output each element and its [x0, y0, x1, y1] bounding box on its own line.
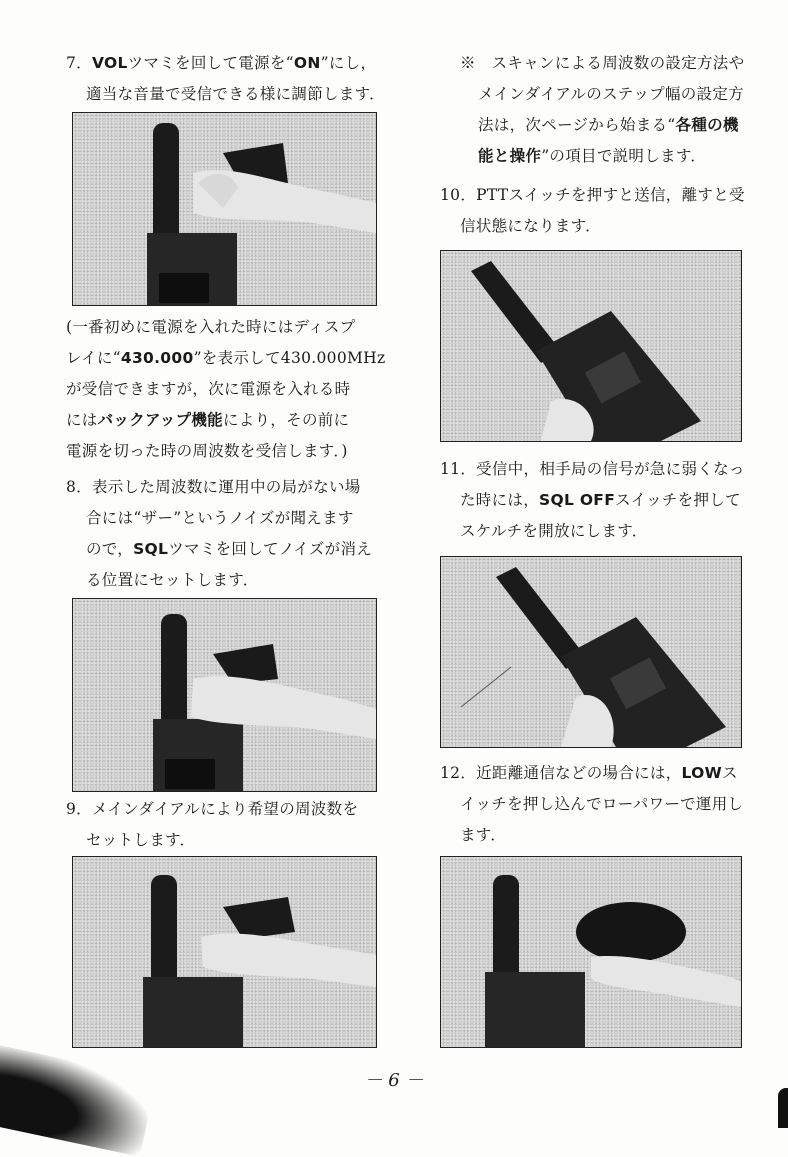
- step-7: [66, 48, 385, 110]
- step-12-line-3: ます．: [460, 826, 507, 844]
- note-line-5: 電源を切った時の周波数を受信します．): [66, 442, 348, 460]
- photo-main-dial: [72, 856, 377, 1048]
- scan-edge-mark: [778, 1088, 788, 1128]
- photo-1-note: [66, 312, 385, 467]
- step-10: [440, 180, 745, 242]
- photo-sql-off-switch: [440, 556, 742, 748]
- step-7-line-2: 適当な音量で受信できる様に調節します．: [86, 85, 385, 103]
- step-10-line-2: 信状態になります．: [460, 217, 601, 235]
- note-line-1: (一番初めに電源を入れた時にはディスプ: [66, 318, 356, 336]
- photo-ptt-switch: [440, 250, 742, 442]
- step-9-line-2: セットします．: [86, 831, 196, 849]
- scan-smudge: [0, 1043, 156, 1157]
- step-12-line-1: 12．近距離通信などの場合には，LOWス: [440, 764, 738, 782]
- step-12-line-2: イッチを押し込んでローパワーで運用し: [460, 795, 744, 813]
- step-8-line-3: ので，SQLツマミを回してノイズが消え: [86, 540, 373, 558]
- step-9-line-1: 9．メインダイアルにより希望の周波数を: [66, 800, 359, 818]
- step-8-line-4: る位置にセットします．: [86, 571, 259, 589]
- step-11-line-2: た時には，SQL OFFスイッチを押して: [460, 491, 741, 509]
- scan-note-line-4: 能と操作”の項目で説明します．: [478, 147, 707, 165]
- step-11: [440, 454, 745, 547]
- scan-note-line-1: ※ スキャンによる周波数の設定方法や: [460, 54, 745, 72]
- step-10-line-1: 10．PTTスイッチを押すと送信，離すと受: [440, 186, 745, 204]
- scan-note: [440, 48, 744, 172]
- photo-vol-knob: [72, 112, 377, 306]
- step-8: [66, 472, 372, 596]
- note-line-2: レイに“430.000”を表示して430.000MHz: [66, 349, 386, 367]
- scan-note-line-2: メインダイアルのステップ幅の設定方: [478, 85, 744, 103]
- page-number: － 6 －: [364, 1070, 424, 1091]
- step-7-line-1: 7．VOLツマミを回して電源を“ON”にし，: [66, 54, 377, 72]
- note-line-3: が受信できますが，次に電源を入れる時: [66, 380, 351, 398]
- step-8-line-1: 8．表示した周波数に運用中の局がない場: [66, 478, 361, 496]
- step-9: [66, 794, 358, 856]
- scan-note-line-3: 法は，次ページから始まる“各種の機: [478, 116, 739, 134]
- step-11-line-1: 11．受信中，相手局の信号が急に弱くなっ: [440, 460, 745, 478]
- step-12: [440, 758, 743, 851]
- note-line-4: にはバックアップ機能により，その前に: [66, 411, 350, 429]
- photo-low-switch: [440, 856, 742, 1048]
- photo-sql-knob: [72, 598, 377, 792]
- step-11-line-3: スケルチを開放にします．: [460, 522, 648, 540]
- step-8-line-2: 合には“ザー”というノイズが聞えます: [86, 509, 354, 527]
